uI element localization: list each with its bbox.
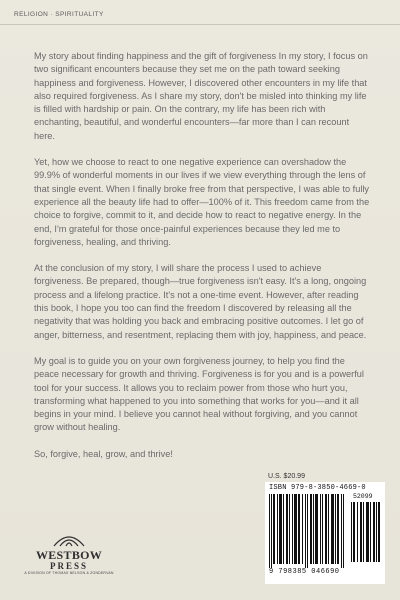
publisher-division: A DIVISION OF THOMAS NELSON & ZONDERVAN — [24, 571, 114, 575]
blurb-paragraph-2: Yet, how we choose to react to one negative experience can overshadow the 99.9% of wonderful moments in our lives if we view everything through the lens of that single event. When I finally broke free from that perspective, I was able to fully experience all the beauty life had to offer—100% of it. This freedom came from the choice to forgive, commit to it, and decide how to react to negative energy. In the end, I'm grateful for those once-painful experiences because they led me to forgiveness, healing, and thriving. — [34, 157, 370, 247]
publisher-name: WESTBOW — [35, 548, 103, 562]
blurb — [34, 50, 370, 474]
header-divider — [0, 24, 400, 25]
blurb-paragraph-3: At the conclusion of my story, I will share the process I used to achieve forgiveness. Be prepared, though—true forgiveness isn't easy. It's a long, ongoing process and a lifelong practice. It's not a one-time event. However, after reading this book, I hope you too can find the freedom I discovered by releasing all the negativity that was holding you back and embracing positive outcomes. I let go of anger, bitterness, and resentment, replacing them with joy, happiness, and peace. — [34, 263, 367, 340]
price-label: U.S. $20.99 — [268, 473, 305, 480]
blurb-paragraph-4: My goal is to guide you on your own forgiveness journey, to help you find the peace necessary for growth and thriving. Forgiveness is for you and is a powerful tool for your success. It allows you to reclaim power from those who hurt you, transforming what happened to you into something that works for you—and it all begins in your mind. I believe you cannot heal without forgiving, and you cannot grow without healing. — [34, 355, 364, 433]
publisher-sub: PRESS — [49, 561, 88, 571]
category-label: RELIGION · SPIRITUALITY — [14, 11, 104, 18]
barcode-bars — [269, 494, 349, 568]
blurb-paragraph-5: So, forgive, heal, grow, and thrive! — [34, 448, 173, 459]
barcode — [265, 482, 385, 584]
publisher-logo — [14, 548, 124, 575]
addon-bars — [351, 502, 381, 562]
publisher-logo-icon — [52, 530, 86, 548]
isbn-label: ISBN 979-8-3850-4669-0 — [269, 484, 366, 492]
blurb-paragraph-1: My story about finding happiness and the gift of forgiveness In my story, I focus on two significant encounters because they set me on the path toward seeking happiness and forgiveness. However, I discovered other encounters in my life that also required forgiveness. As I share my story, don't be misled into thinking my life is filled with hardship or pain. On the contrary, my life has been rich with enchanting, beautiful, and wonderful encounters—far more than I can recount here. — [34, 51, 368, 141]
addon-number: 52099 — [353, 493, 373, 500]
barcode-number: 9 798385 046690 — [269, 568, 340, 576]
